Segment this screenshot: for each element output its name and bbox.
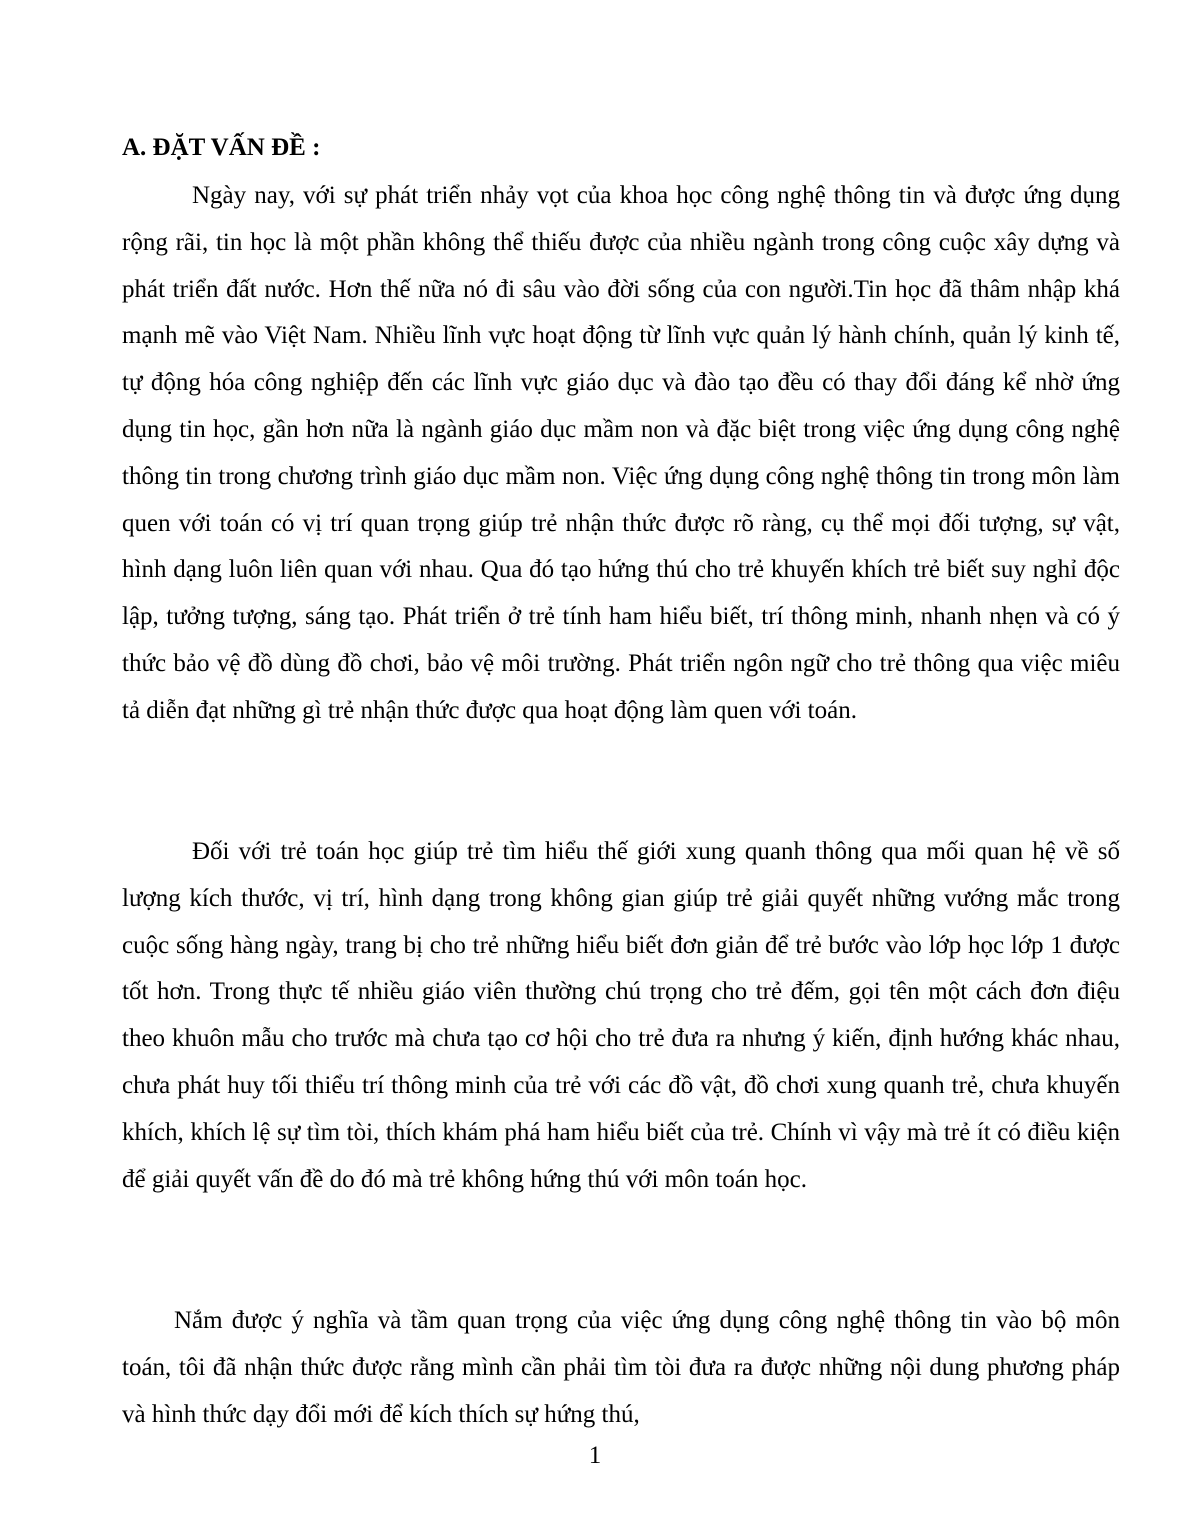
paragraph-2: Đối với trẻ toán học giúp trẻ tìm hiểu thế giới xung quanh thông qua mối quan hệ về số lượng kích thước, vị trí, hình dạng trong không gian giúp trẻ giải quyết những vướng mắc trong cuộc sống hàng ngày, trang bị cho trẻ những hiểu biết đơn giản để trẻ bước vào lớp học lớp 1 được tốt hơn. Trong thực tế nhiều giáo viên thường chú trọng cho trẻ đếm, gọi tên một cách đơn điệu theo khuôn mẫu cho trước mà chưa tạo cơ hội cho trẻ đưa ra nhưng ý kiến, định hướng khác nhau, chưa phát huy tối thiểu trí thông minh của trẻ với các đồ vật, đồ chơi xung quanh trẻ, chưa khuyến khích, khích lệ sự tìm tòi, thích khám phá ham hiểu biết của trẻ. Chính vì vậy mà trẻ ít có điều kiện để giải quyết vấn đề do đó mà trẻ không hứng thú với môn toán học. (122, 838, 1120, 1193)
paragraph-3: Nắm được ý nghĩa và tầm quan trọng của việc ứng dụng công nghệ thông tin vào bộ môn toán, tôi đã nhận thức được rằng mình cần phải tìm tòi đưa ra được những nội dung phương pháp và hình thức dạy đổi mới để kích thích sự hứng thú, (122, 1307, 1120, 1428)
page-number: 1 (588, 1442, 602, 1469)
section-heading: A. ĐẶT VẤN ĐỀ : (122, 134, 321, 161)
paragraph-1: Ngày nay, với sự phát triển nhảy vọt của khoa học công nghệ thông tin và được ứng dụng rộng rãi, tin học là một phần không thể thiếu được của nhiều ngành trong công cuộc xây dựng và phát triển đất nước. Hơn thế nữa nó đi sâu vào đời sống của con người.Tin học đã thâm nhập khá mạnh mẽ vào Việt Nam. Nhiều lĩnh vực hoạt động từ lĩnh vực quản lý hành chính, quản lý kinh tế, tự động hóa công nghiệp đến các lĩnh vực giáo dục và đào tạo đều có thay đổi đáng kể nhờ ứng dụng tin học, gần hơn nữa là ngành giáo dục mầm non và đặc biệt trong việc ứng dụng công nghệ thông tin trong chương trình giáo dục mầm non. Việc ứng dụng công nghệ thông tin trong môn làm quen với toán có vị trí quan trọng giúp trẻ nhận thức được rõ ràng, cụ thể mọi đối tượng, sự vật, hình dạng luôn liên quan với nhau. Qua đó tạo hứng thú cho trẻ khuyến khích trẻ biết suy nghỉ độc lập, tưởng tượng, sáng tạo. Phát triển ở trẻ tính ham hiểu biết, trí thông minh, nhanh nhẹn và có ý thức bảo vệ đồ dùng đồ chơi, bảo vệ môi trường. Phát triển ngôn ngữ cho trẻ thông qua việc miêu tả diễn đạt những gì trẻ nhận thức được qua hoạt động làm quen với toán. (122, 182, 1120, 724)
